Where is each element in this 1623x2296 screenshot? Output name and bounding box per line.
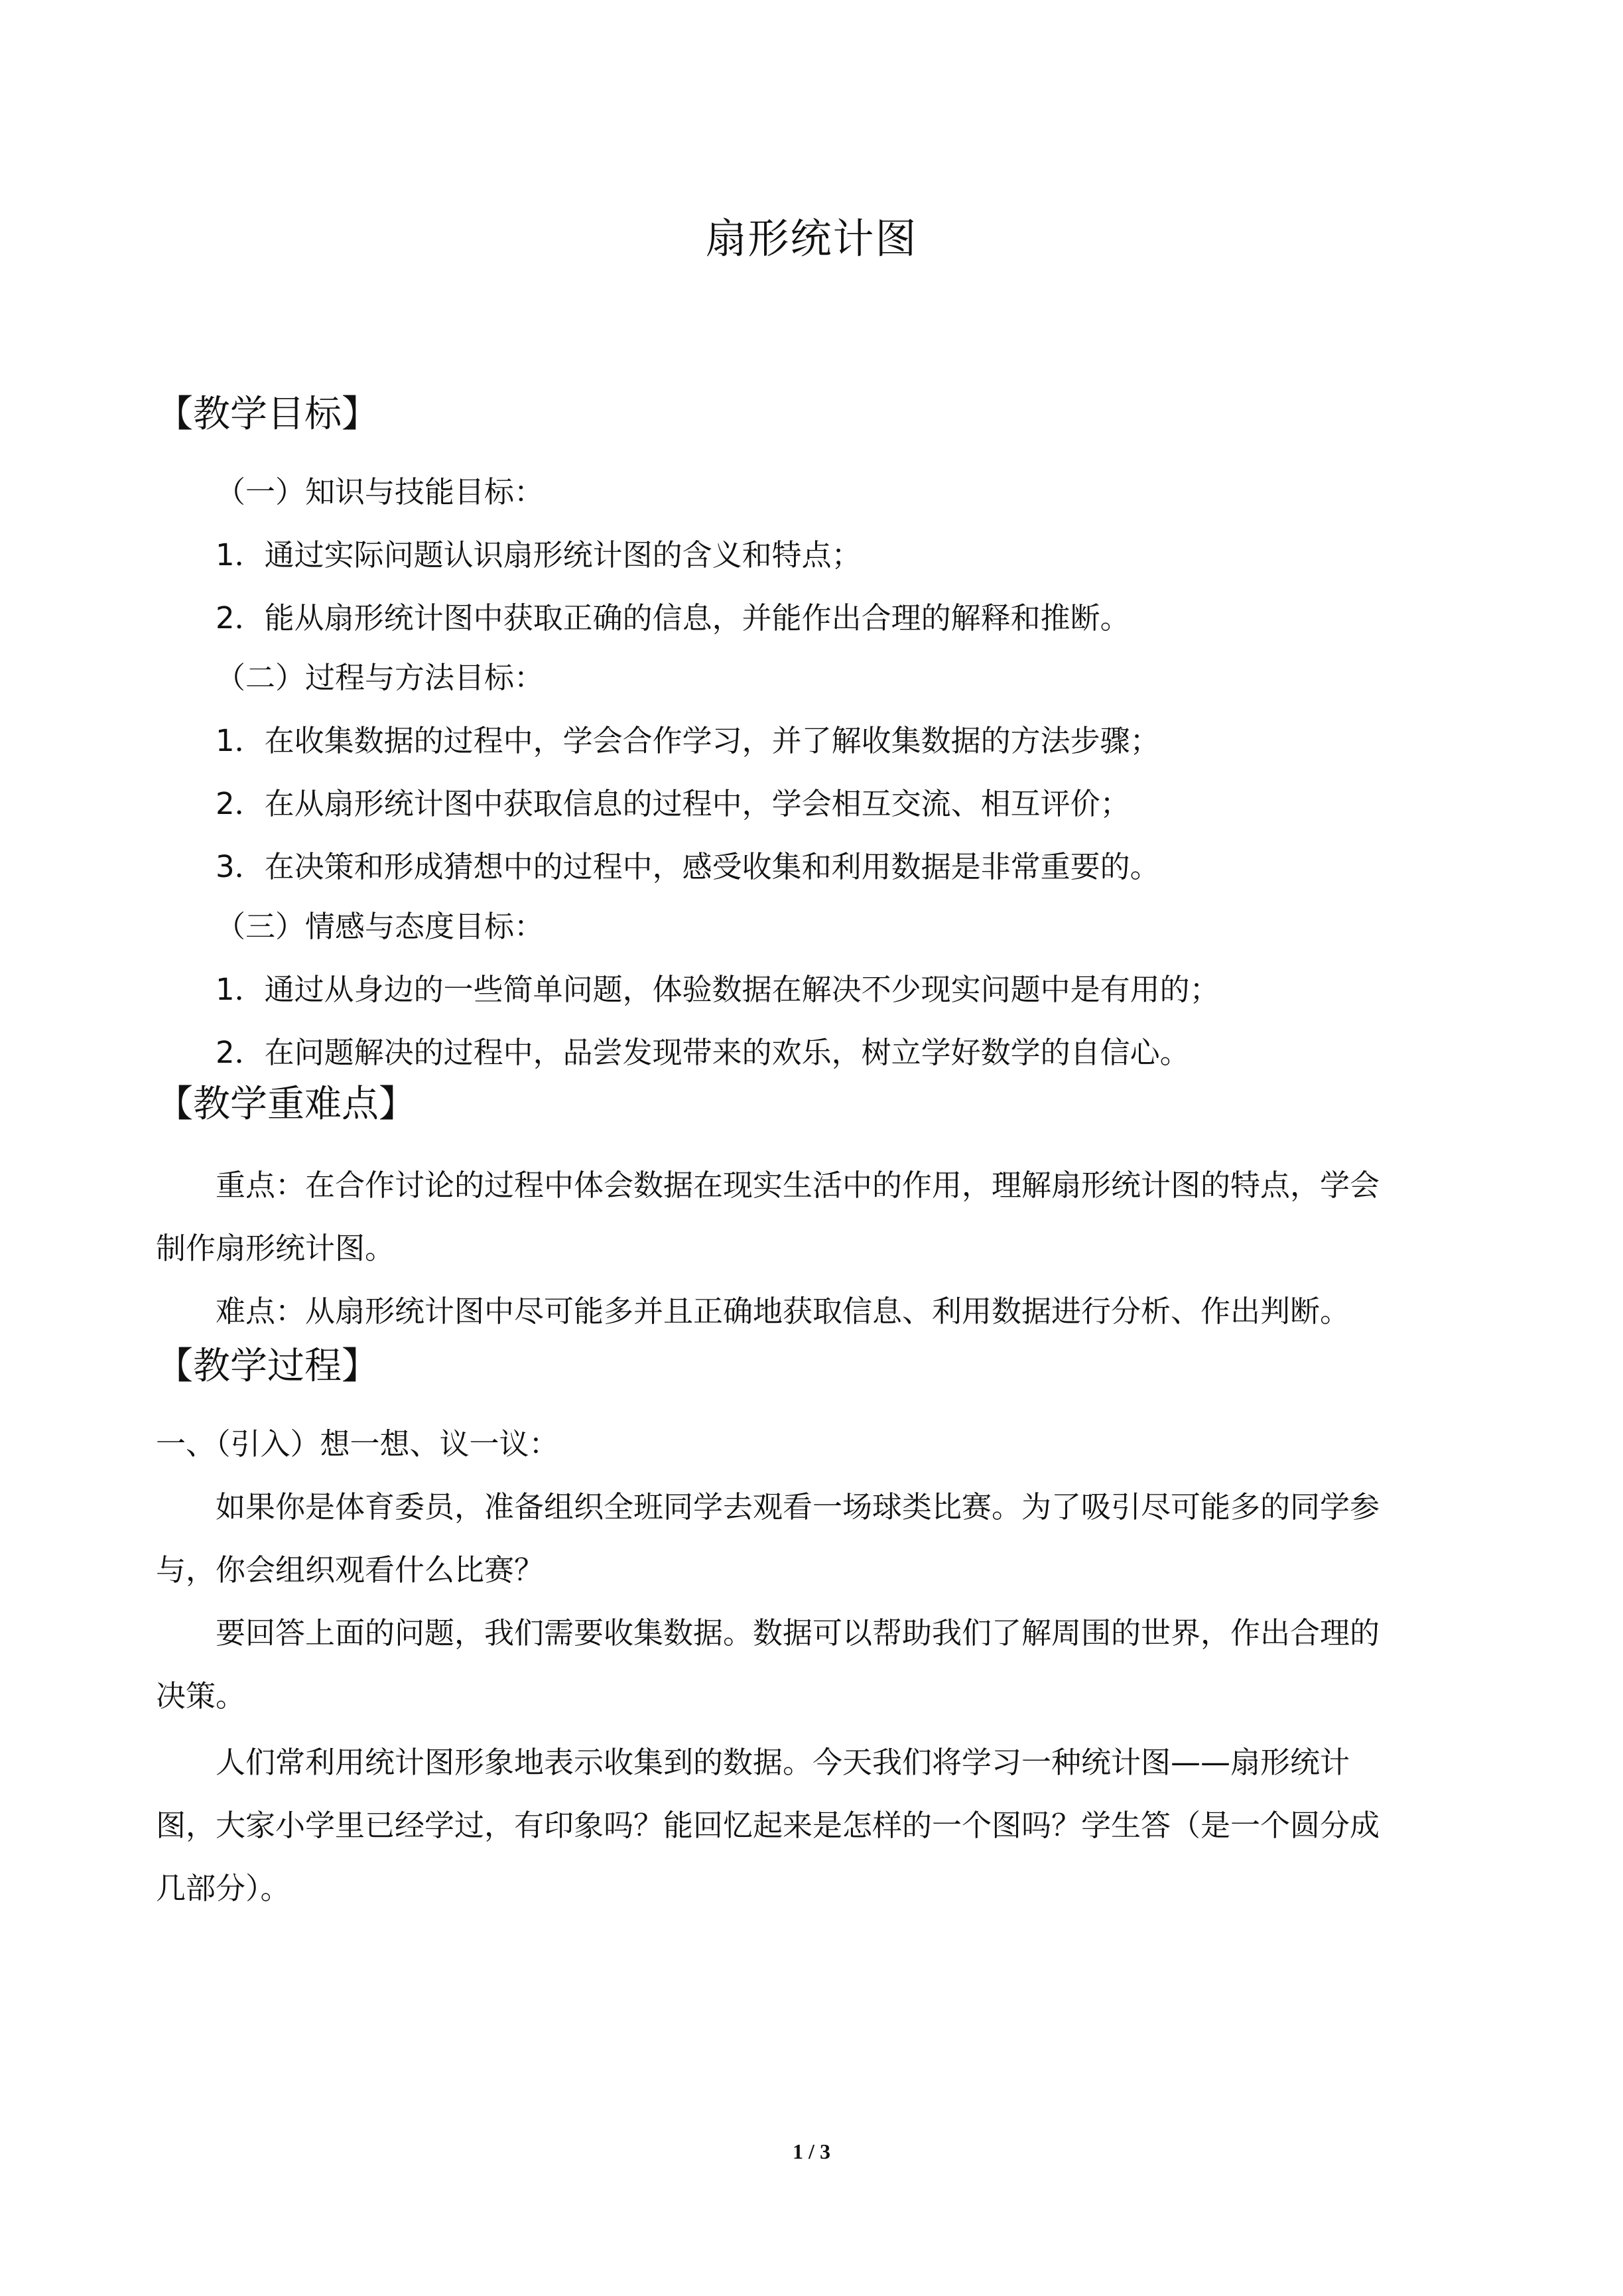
intro-paragraph-1-continued: 与，你会组织观看什么比赛？ (156, 1552, 545, 1587)
knowledge-goal-item: 1．通过实际问题认识扇形统计图的含义和特点； (216, 537, 862, 573)
page-title: 扇形统计图 (705, 214, 918, 263)
process-goal-item: 3．在决策和形成猜想中的过程中，感受收集和利用数据是非常重要的。 (216, 849, 1160, 884)
intro-paragraph-2: 要回答上面的问题，我们需要收集数据。数据可以帮助我们了解周围的世界，作出合理的 (216, 1615, 1380, 1651)
objectives-heading: 【教学目标】 (156, 393, 379, 436)
emotion-goal-item: 1．通过从身边的一些简单问题，体验数据在解决不少现实问题中是有用的； (216, 972, 1220, 1007)
intro-paragraph-1: 如果你是体育委员，准备组织全班同学去观看一场球类比赛。为了吸引尽可能多的同学参 (216, 1489, 1380, 1524)
process-heading: 【教学过程】 (156, 1345, 379, 1388)
knowledge-goals-label: （一）知识与技能目标： (216, 474, 545, 509)
process-goal-item: 2．在从扇形统计图中获取信息的过程中，学会相互交流、相互评价； (216, 786, 1130, 821)
difficulty-text: 难点：从扇形统计图中尽可能多并且正确地获取信息、利用数据进行分析、作出判断。 (216, 1294, 1350, 1329)
key-point-text: 重点：在合作讨论的过程中体会数据在现实生活中的作用，理解扇形统计图的特点，学会 (216, 1168, 1380, 1203)
process-goals-label: （二）过程与方法目标： (216, 660, 545, 695)
intro-paragraph-3-continued: 图，大家小学里已经学过，有印象吗？能回忆起来是怎样的一个图吗？学生答（是一个圆分成 (156, 1808, 1380, 1843)
emotion-goals-label: （三）情感与态度目标： (216, 909, 545, 944)
intro-paragraph-3-end: 几部分）。 (156, 1871, 291, 1906)
section-intro-title: 一、（引入）想一想、议一议： (156, 1426, 559, 1461)
process-goal-item: 1．在收集数据的过程中，学会合作学习，并了解收集数据的方法步骤； (216, 723, 1160, 758)
key-point-text-continued: 制作扇形统计图。 (156, 1231, 395, 1266)
intro-paragraph-3: 人们常利用统计图形象地表示收集到的数据。今天我们将学习一种统计图——扇形统计 (216, 1745, 1350, 1780)
page-number: 1 / 3 (793, 2139, 830, 2163)
emotion-goal-item: 2．在问题解决的过程中，品尝发现带来的欢乐，树立学好数学的自信心。 (216, 1035, 1190, 1070)
key-points-heading: 【教学重难点】 (156, 1083, 416, 1126)
intro-paragraph-2-continued: 决策。 (156, 1678, 246, 1714)
knowledge-goal-item: 2．能从扇形统计图中获取正确的信息，并能作出合理的解释和推断。 (216, 600, 1130, 636)
